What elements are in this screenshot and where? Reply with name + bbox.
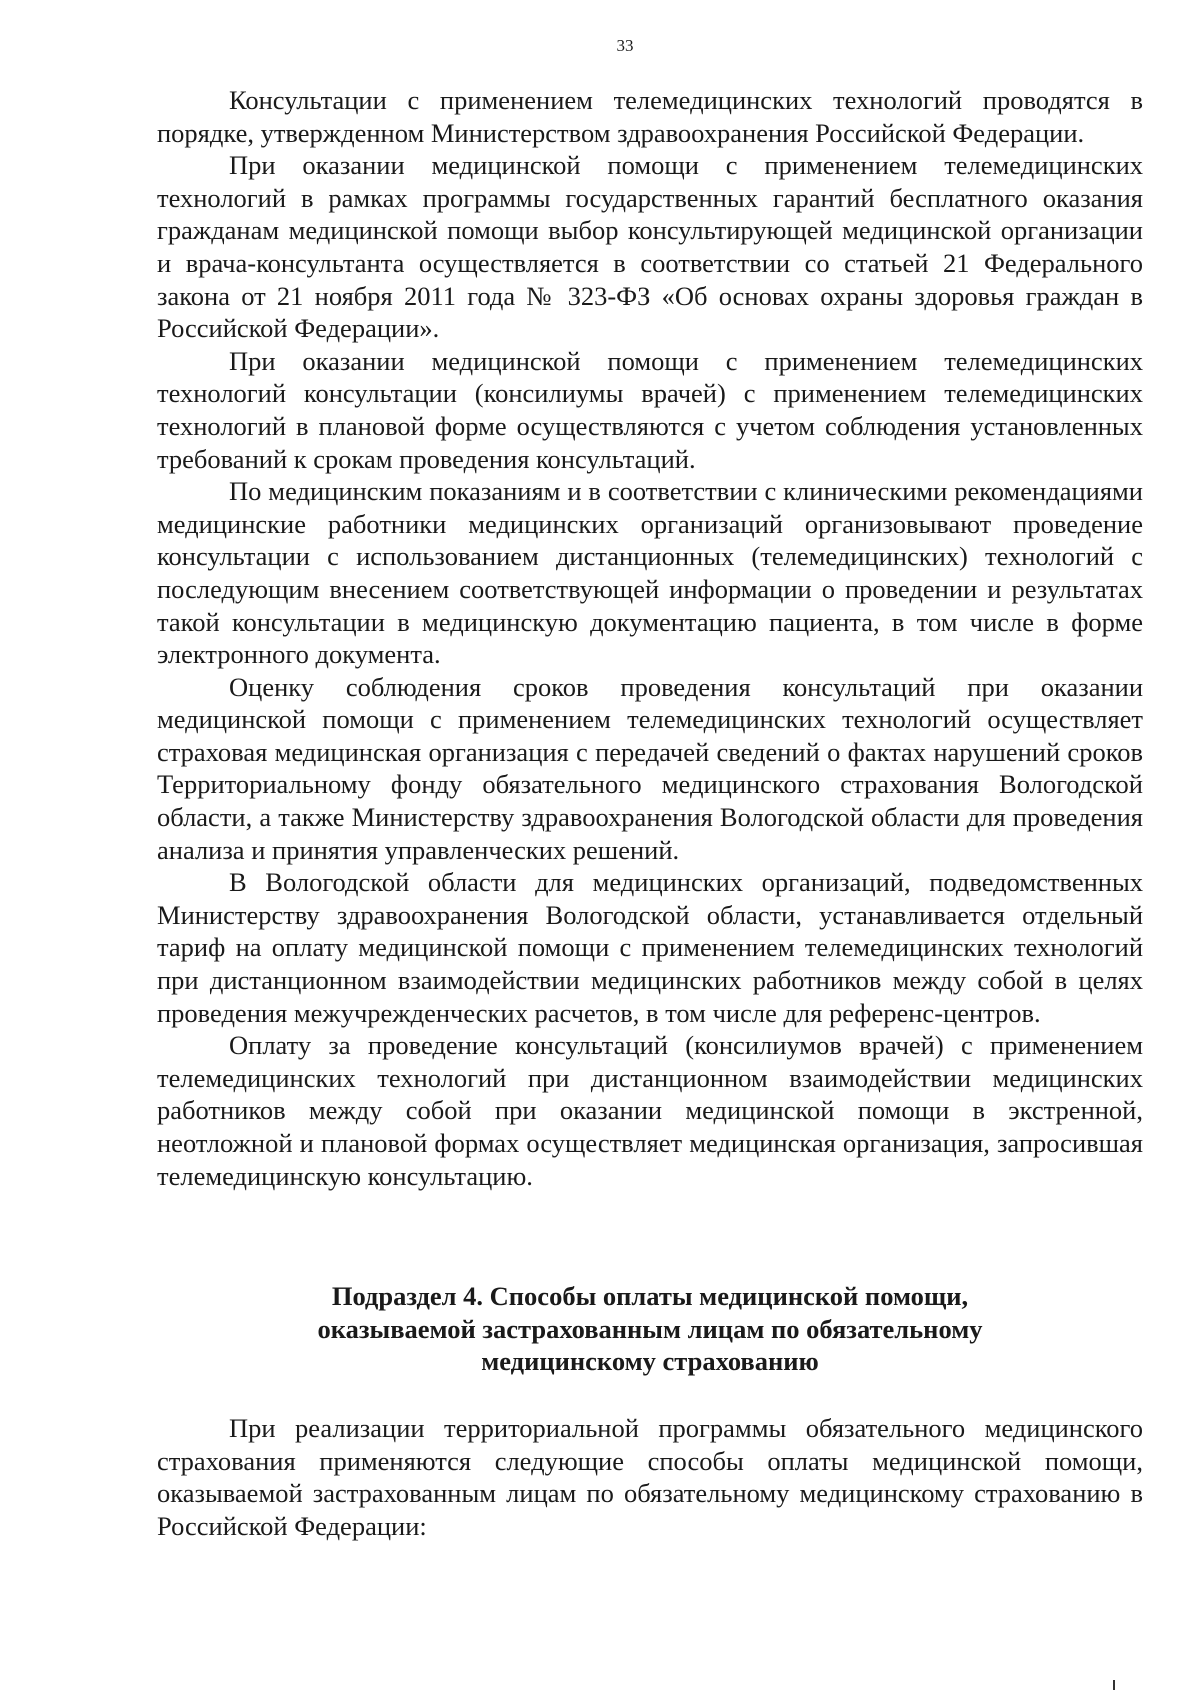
heading-line: медицинскому страхованию [481,1346,819,1377]
section-body [157,1412,1143,1542]
paragraph: По медицинским показаниям и в соответствии с клиническими рекомендациями медицинские работники медицинских организаций организовывают проведение консультации с использованием дистанционных (телемедицинских) технологий с последующим внесением соответствующей информации о проведении и результатах такой консультации в медицинскую документацию пациента, в том числе в форме электронного документа. [157,476,1143,670]
heading-line: Подраздел 4. Способы оплаты медицинской помощи, [331,1281,969,1311]
paragraph: Оценку соблюдения сроков проведения консультаций при оказании медицинской помощи с применением телемедицинских технологий осуществляет страховая медицинская организация с передачей сведений о фактах нарушений сроков Территориальному фонду обязательного медицинского страхования Вологодской области, а также Министерству здравоохранения Вологодской области для проведения анализа и принятия управленческих решений. [157,671,1143,865]
heading-line: оказываемой застрахованным лицам по обязательному [317,1313,983,1344]
body-text [157,84,1143,1192]
paragraph: При оказании медицинской помощи с применением телемедицинских технологий в рамках программы государственных гарантий бесплатного оказания гражданам медицинской помощи выбор консультирующей медицинской организации и врача-консультанта осуществляется в соответствии со статьей 21 Федерального закона от 21 ноября 2011 года № 323-ФЗ «Об основах охраны здоровья граждан в Российской Федерации». [157,150,1143,344]
paragraph: При оказании медицинской помощи с применением телемедицинских технологий консультации (консилиумы врачей) с применением телемедицинских технологий в плановой форме осуществляются с учетом соблюдения установленных требований к срокам проведения консультаций. [157,345,1143,474]
paragraph: При реализации территориальной программы обязательного медицинского страхования применяются следующие способы оплаты медицинской помощи, оказываемой застрахованным лицам по обязательному медицинскому страхованию в Российской Федерации: [157,1413,1143,1541]
paragraph: Консультации с применением телемедицинских технологий проводятся в порядке, утвержденном Министерством здравоохранения Российской Федерации. [157,85,1143,148]
paragraph: В Вологодской области для медицинских организаций, подведомственных Министерству здравоохранения Вологодской области, устанавливается отдельный тариф на оплату медицинской помощи с применением телемедицинских технологий при дистанционном взаимодействии медицинских работников между собой в целях проведения межучрежденческих расчетов, в том числе для референс-центров. [157,867,1143,1028]
page-number: 33 [616,36,634,55]
paragraph: Оплату за проведение консультаций (консилиумов врачей) с применением телемедицинских технологий при дистанционном взаимодействии медицинских работников между собой при оказании медицинской помощи в экстренной, неотложной и плановой формах осуществляет медицинская организация, запросившая телемедицинскую консультацию. [157,1030,1143,1191]
section-heading [157,1280,1143,1378]
scan-mark [1113,1680,1115,1690]
